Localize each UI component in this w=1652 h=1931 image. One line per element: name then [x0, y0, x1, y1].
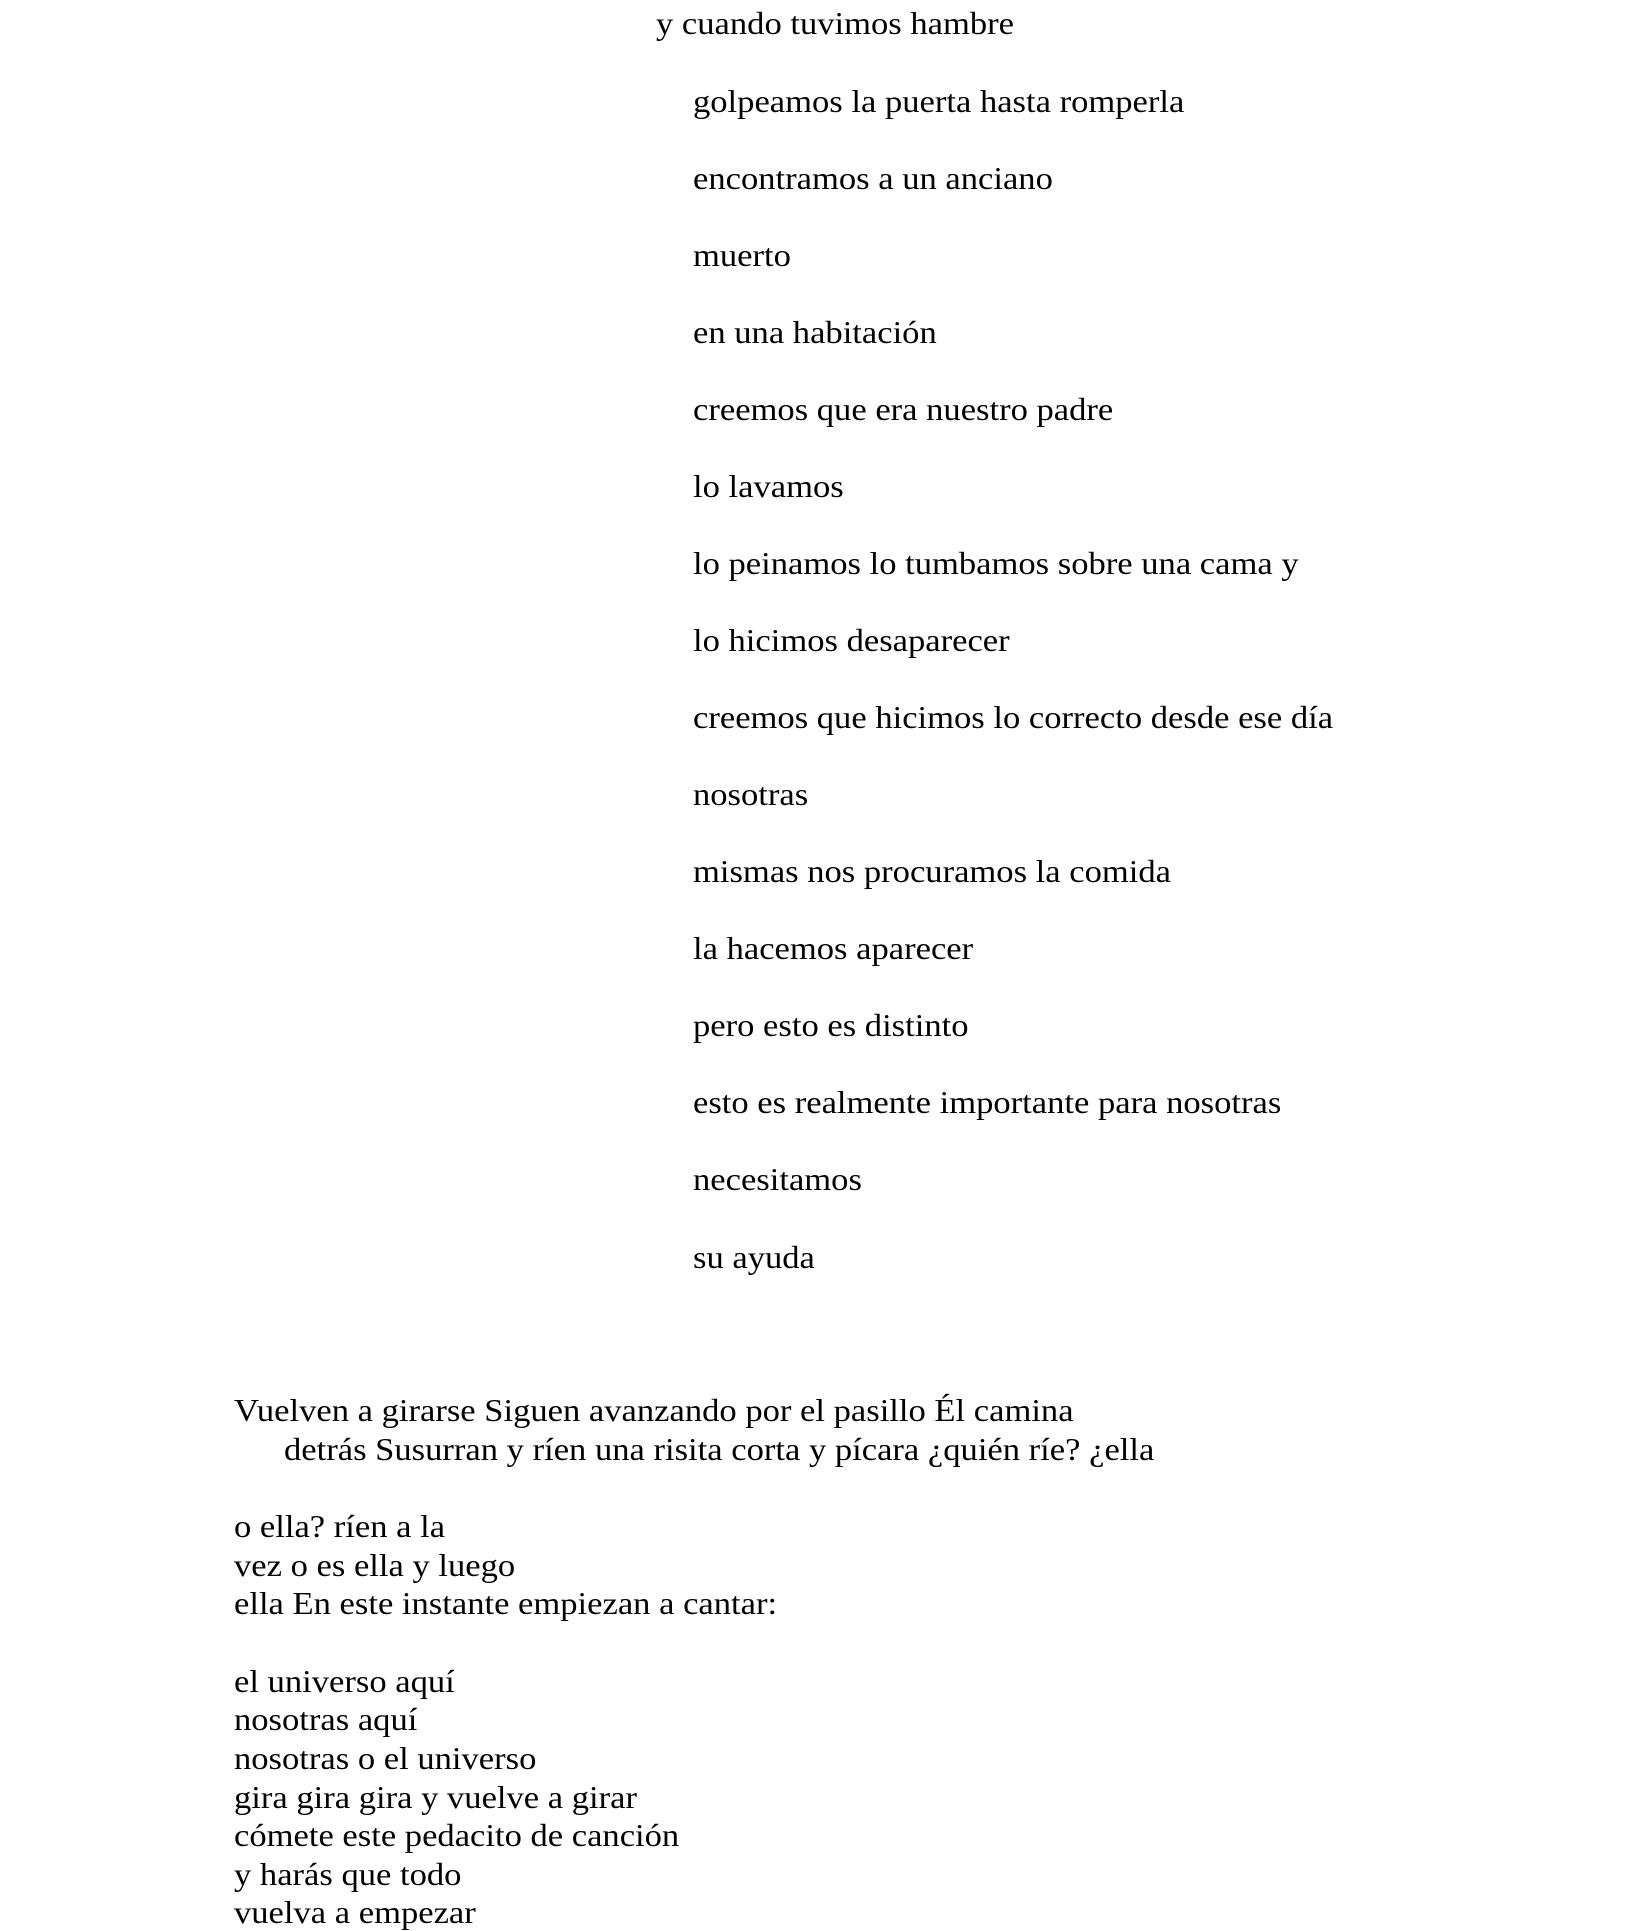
poem-line: nosotras: [693, 776, 809, 812]
poem-line: en una habitación: [693, 314, 937, 350]
song-line: nosotras aquí: [234, 1701, 418, 1737]
poem-line: la hacemos aparecer: [693, 930, 974, 966]
poem-line: golpeamos la puerta hasta romperla: [693, 83, 1185, 119]
poem-line: su ayuda: [693, 1239, 815, 1275]
song-line: nosotras o el universo: [234, 1740, 537, 1776]
poem-line: necesitamos: [693, 1161, 862, 1197]
song-line: el universo aquí: [234, 1663, 455, 1699]
prose-line: o ella? ríen a la: [234, 1508, 446, 1544]
prose-line: detrás Susurran y ríen una risita corta y pícara ¿quién ríe? ¿ella: [284, 1431, 1155, 1467]
poem-line: lo peinamos lo tumbamos sobre una cama y: [693, 545, 1299, 581]
poem-line: muerto: [693, 237, 791, 273]
prose-line: ella En este instante empiezan a cantar:: [234, 1585, 778, 1621]
prose-line: vez o es ella y luego: [234, 1547, 516, 1583]
poem-line: lo hicimos desaparecer: [693, 622, 1010, 658]
poem-line: lo lavamos: [693, 468, 844, 504]
poem-line: mismas nos procuramos la comida: [693, 853, 1171, 889]
poem-line: encontramos a un anciano: [693, 160, 1053, 196]
poem-line: creemos que era nuestro padre: [693, 391, 1114, 427]
poem-first-line: y cuando tuvimos hambre: [656, 5, 1015, 41]
poem-line: creemos que hicimos lo correcto desde ese día: [693, 699, 1334, 735]
song-line: y harás que todo: [234, 1856, 462, 1892]
poem-line: esto es realmente importante para nosotras: [693, 1084, 1282, 1120]
prose-line: Vuelven a girarse Siguen avanzando por el pasillo Él camina: [234, 1392, 1074, 1428]
song-line: vuelva a empezar: [234, 1894, 476, 1930]
song-line: cómete este pedacito de canción: [234, 1817, 680, 1853]
poem-line: pero esto es distinto: [693, 1007, 969, 1043]
song-line: gira gira gira y vuelve a girar: [234, 1779, 638, 1815]
